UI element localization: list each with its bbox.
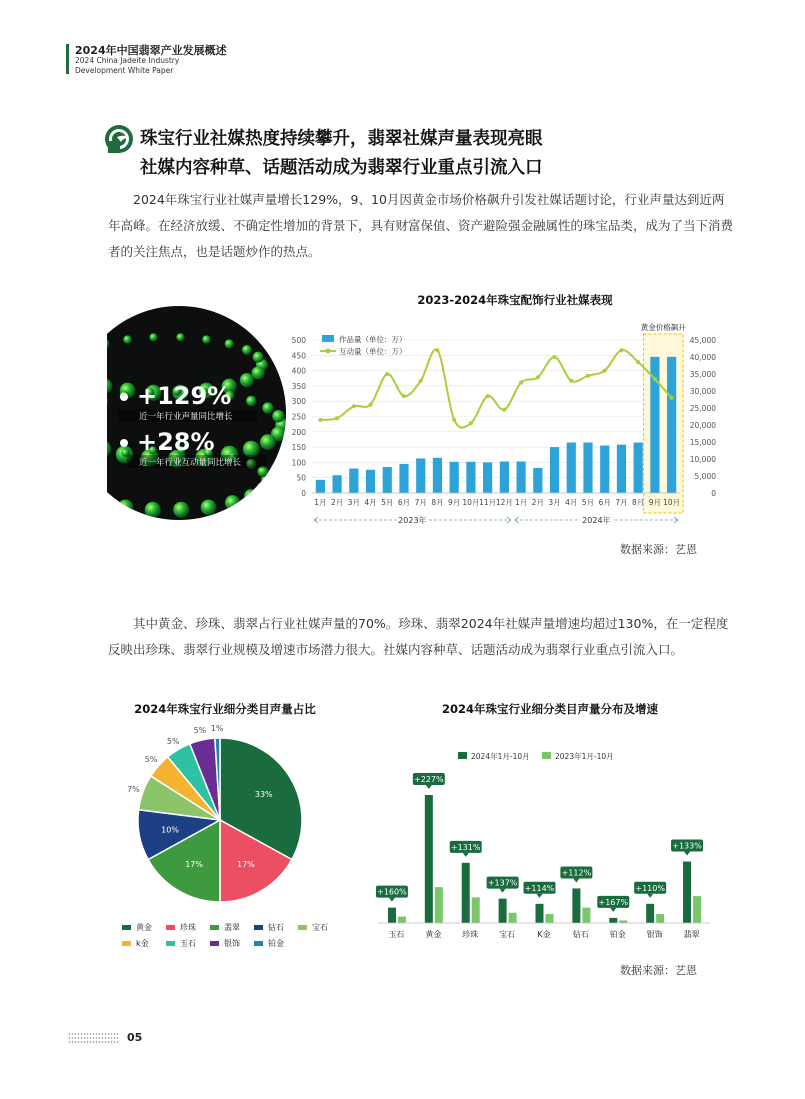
pie-legend-label: 黄金: [136, 923, 152, 932]
interaction-point: [469, 421, 473, 425]
pie-slice-label: 33%: [254, 790, 273, 800]
x-tick-label: 5月: [381, 498, 394, 507]
data-source-2: 数据来源：艺恩: [620, 964, 697, 977]
right-tick-label: 15,000: [689, 438, 716, 447]
pie-legend-label: 珍珠: [180, 923, 196, 932]
pie-slice-label: 5%: [193, 726, 207, 736]
bar-chart-title: 2024年珠宝行业细分类目声量分布及增速: [441, 702, 658, 716]
x-tick-label: 钻石: [572, 930, 589, 939]
jade-bead: [201, 499, 217, 515]
intro-paragraph: 2024年珠宝行业社媒声量增长129%，9、10月因黄金市场价格飙升引发社媒话题讨论，行业声量达到近两年高峰。在经济放缓、不确定性增加的背景下，具有财富保值、资产避险强金融属性的珠宝品类，成为了当下消费者的关注焦点，也是话题炒作的热点。: [108, 192, 734, 259]
growth-label: +110%: [635, 883, 665, 893]
x-tick-label: 翡翠: [683, 930, 700, 939]
growth-label: +131%: [450, 842, 481, 852]
legend-label-interactions: 互动量（单位：万）: [339, 347, 407, 356]
bar-2024: [536, 904, 544, 923]
footer-dot: [96, 1041, 98, 1043]
bar-2023: [546, 914, 554, 923]
highlight-box: [644, 334, 683, 513]
right-tick-label: 20,000: [689, 421, 716, 430]
footer-dot: [78, 1041, 80, 1043]
left-tick-label: 200: [291, 427, 306, 437]
footer-dot: [102, 1041, 104, 1043]
left-tick-label: 100: [291, 458, 306, 468]
footer-dot: [72, 1041, 74, 1043]
pie-legend-label: k金: [136, 939, 149, 948]
interaction-point: [536, 375, 540, 379]
right-tick-label: 25,000: [689, 404, 716, 413]
bar-2023: [472, 897, 480, 923]
pie-legend-item: [166, 922, 196, 933]
footer-dot: [96, 1037, 98, 1039]
interaction-point: [670, 396, 674, 400]
bar-2024: [572, 888, 580, 923]
footer-dot: [93, 1041, 95, 1043]
left-tick-label: 150: [291, 443, 306, 453]
footer-dot: [72, 1033, 74, 1035]
footer-dot: [90, 1033, 92, 1035]
growth-callout-pointer: [610, 908, 616, 912]
jade-bead: [202, 335, 210, 343]
jade-bead: [176, 333, 184, 341]
header-accent-bar: [66, 44, 69, 74]
year-arrow-right: [507, 517, 511, 523]
footer-dot: [96, 1033, 98, 1035]
right-tick-label: 35,000: [689, 370, 716, 379]
bar-2023: [582, 908, 590, 923]
data-source-1: 数据来源：艺恩: [620, 543, 697, 556]
section-title-line1: 珠宝行业社媒热度持续攀升，翡翠社媒声量表现亮眼: [140, 129, 543, 149]
bar-works-volume: [466, 462, 475, 493]
social-media-combo-chart: [280, 318, 720, 528]
x-tick-label: 10月: [462, 498, 480, 507]
footer-dot: [102, 1033, 104, 1035]
footer-dot: [105, 1037, 107, 1039]
x-tick-label: 9月: [648, 498, 662, 507]
left-tick-label: 500: [291, 336, 306, 345]
pie-legend-swatch: [298, 925, 307, 930]
x-tick-label: 7月: [414, 498, 427, 507]
interaction-point: [569, 379, 573, 383]
bar-works-volume: [634, 443, 643, 493]
footer-dot: [69, 1037, 71, 1039]
jade-bead: [244, 489, 258, 503]
section-logo-icon: [104, 124, 134, 154]
pie-legend-swatch: [166, 941, 175, 946]
footer-dot: [99, 1041, 101, 1043]
growth-callout-pointer: [389, 898, 395, 902]
footer-dot: [84, 1037, 86, 1039]
x-tick-label: 4月: [364, 498, 377, 507]
bar-2024: [462, 863, 470, 923]
interaction-point: [603, 369, 607, 373]
x-tick-label: 8月: [431, 498, 444, 507]
pie-legend-label: 钻石: [268, 923, 284, 932]
pie-legend-swatch: [166, 925, 175, 930]
x-tick-label: 珍珠: [462, 930, 479, 939]
growth-label: +112%: [561, 868, 592, 878]
bar-2024: [499, 899, 507, 923]
right-tick-label: 45,000: [689, 336, 716, 345]
growth-callout-pointer: [647, 894, 653, 898]
jade-bead: [246, 396, 256, 406]
bar-works-volume: [617, 445, 626, 493]
jade-bead: [242, 345, 252, 355]
jade-bead: [240, 373, 254, 387]
interaction-point: [419, 379, 423, 383]
bar-works-volume: [332, 475, 341, 493]
category-volume-bar-chart: [370, 740, 720, 950]
pie-legend-swatch: [122, 941, 131, 946]
stat2-value: +28%: [137, 428, 215, 456]
pie-slice-label: 7%: [127, 784, 140, 794]
legend-swatch-works: [322, 335, 334, 342]
pie-legend-item: [254, 922, 284, 933]
pie-legend-swatch: [122, 925, 131, 930]
bar-2023: [509, 913, 517, 923]
jade-bead: [225, 495, 240, 510]
interaction-point: [435, 348, 439, 352]
growth-label: +137%: [487, 878, 518, 888]
x-tick-label: 2月: [531, 498, 544, 507]
x-tick-label: 12月: [495, 498, 513, 507]
footer-dot: [72, 1037, 74, 1039]
interaction-point: [452, 418, 456, 422]
growth-label: +114%: [524, 883, 555, 893]
footer-dot: [93, 1033, 95, 1035]
interaction-point: [519, 381, 523, 385]
left-tick-label: 400: [291, 366, 306, 376]
bar-works-volume: [316, 480, 325, 493]
legend-label-2023: 2023年1月-10月: [555, 752, 614, 761]
interaction-point: [318, 418, 322, 422]
body-paragraph: 其中黄金、珍珠、翡翠占行业社媒声量的70%。珍珠、翡翠2024年社媒声量增速均超过130%，在一定程度反映出珍珠、翡翠行业规模及增速市场潜力很大。社媒内容种草、话题活动成为翡翠行业重点引流入口。: [108, 616, 729, 657]
footer-dot: [108, 1037, 110, 1039]
growth-callout-pointer: [463, 853, 469, 857]
x-tick-label: 8月: [632, 498, 645, 507]
x-tick-label: 6月: [397, 498, 411, 507]
x-tick-label: 3月: [347, 498, 360, 507]
year-label: 2023年: [398, 516, 427, 525]
section-title-line2: 社媒内容种草、话题活动成为翡翠行业重点引流入口: [140, 158, 543, 178]
footer-dot: [87, 1033, 89, 1035]
right-tick-label: 0: [711, 489, 716, 498]
footer-dot: [117, 1033, 119, 1035]
jade-bead: [123, 335, 131, 343]
x-tick-label: 玉石: [388, 930, 405, 939]
x-tick-label: 1月: [514, 498, 528, 507]
footer-dot: [78, 1037, 80, 1039]
pie-legend-swatch: [210, 941, 219, 946]
footer-dot: [81, 1033, 83, 1035]
footer-dot: [69, 1041, 71, 1043]
growth-label: +227%: [414, 775, 444, 784]
footer-dot: [75, 1033, 77, 1035]
jade-bead: [262, 402, 273, 413]
stat2-label: 近一年行业互动量同比增长: [139, 458, 242, 468]
jade-bead: [225, 339, 234, 348]
report-title: 2024年中国翡翠产业发展概述: [75, 44, 227, 57]
interaction-point: [486, 394, 490, 398]
x-tick-label: 1月: [314, 498, 327, 507]
bar-works-volume: [550, 447, 559, 493]
interaction-point: [335, 416, 339, 420]
x-tick-label: 9月: [448, 498, 461, 507]
bar-works-volume: [533, 468, 542, 493]
footer-dot: [108, 1033, 110, 1035]
pie-legend-item: [122, 922, 152, 933]
growth-callout-pointer: [573, 878, 579, 882]
x-tick-label: 3月: [548, 498, 561, 507]
footer-dot: [102, 1037, 104, 1039]
bar-works-volume: [416, 458, 425, 493]
pie-legend: [122, 922, 352, 956]
footer-dot: [90, 1041, 92, 1043]
jade-bead: [118, 499, 134, 515]
footer-dot: [99, 1037, 101, 1039]
stat1-value: +129%: [137, 382, 232, 410]
footer-dot: [75, 1037, 77, 1039]
growth-label: +167%: [598, 897, 629, 907]
left-tick-label: 350: [291, 381, 306, 391]
highlight-annotation: 黄金价格飙升: [640, 323, 686, 332]
footer-dot: [111, 1033, 113, 1035]
footer-dot: [117, 1037, 119, 1039]
year-label: 2024年: [582, 516, 611, 525]
footer-dot: [78, 1033, 80, 1035]
left-tick-label: 450: [291, 351, 306, 361]
report-subtitle-en-2: Development White Paper: [75, 66, 174, 75]
footer-dot: [87, 1037, 89, 1039]
legend-label-works: 作品量（单位：万）: [339, 335, 407, 344]
pie-slice-label: 5%: [166, 736, 180, 746]
pie-slice-label: 10%: [161, 825, 179, 835]
interaction-point: [619, 348, 623, 352]
pie-slice-label: 17%: [236, 859, 255, 869]
bar-2024: [646, 904, 654, 923]
growth-label: +133%: [672, 841, 702, 851]
right-tick-label: 5,000: [694, 472, 716, 481]
bar-works-volume: [433, 458, 442, 493]
x-tick-label: 黄金: [425, 930, 442, 939]
jade-bead: [149, 333, 157, 341]
pie-chart-title: 2024年珠宝行业细分类目声量占比: [134, 702, 316, 716]
interaction-point: [352, 404, 356, 408]
pie-legend-label: 翡翠: [224, 923, 240, 932]
growth-label: +160%: [377, 887, 407, 897]
bar-works-volume: [349, 469, 358, 493]
footer-dot: [90, 1037, 92, 1039]
jade-bead: [260, 434, 276, 450]
footer-dot: [99, 1033, 101, 1035]
footer-dot: [114, 1041, 116, 1043]
interaction-line: [320, 349, 671, 427]
x-tick-label: 2月: [330, 498, 344, 507]
pie-legend-label: 银饰: [224, 939, 240, 948]
footer-dots-decoration: [68, 1032, 120, 1044]
bar-2023: [435, 887, 443, 923]
footer-dot: [84, 1041, 86, 1043]
right-tick-label: 30,000: [689, 387, 716, 396]
jade-bead: [253, 352, 264, 363]
growth-callout-pointer: [684, 852, 690, 856]
interaction-point: [636, 360, 640, 364]
bar-works-volume: [516, 461, 525, 493]
jade-bead: [145, 502, 161, 518]
x-tick-label: 银饰: [646, 930, 663, 939]
growth-callout-pointer: [537, 894, 543, 898]
bar-works-volume: [500, 461, 509, 493]
bar-works-volume: [366, 470, 375, 493]
footer-dot: [87, 1041, 89, 1043]
pie-legend-item: [254, 938, 284, 949]
footer-dot: [84, 1033, 86, 1035]
bar-2023: [693, 896, 701, 923]
bar-works-volume: [483, 462, 492, 493]
x-tick-label: 铂金: [609, 930, 626, 939]
x-tick-label: 4月: [565, 498, 578, 507]
bar-works-volume: [383, 467, 392, 493]
jade-bead: [107, 495, 109, 510]
x-tick-label: 10月: [663, 498, 681, 507]
main-chart-title: 2023-2024年珠宝配饰行业社媒表现: [417, 293, 613, 307]
interaction-point: [385, 372, 389, 376]
pie-slice-label: 1%: [210, 724, 224, 734]
interaction-point: [502, 408, 506, 412]
interaction-point: [402, 394, 406, 398]
pie-legend-item: [122, 938, 149, 949]
x-tick-label: 6月: [598, 498, 611, 507]
legend-label-2024: 2024年1月-10月: [471, 752, 530, 761]
bar-2024: [388, 908, 396, 923]
left-tick-label: 50: [296, 473, 306, 483]
page-number: 05: [127, 1031, 143, 1044]
pie-legend-item: [210, 938, 240, 949]
left-tick-label: 250: [291, 412, 306, 422]
x-tick-label: 7月: [615, 498, 628, 507]
bar-works-volume: [667, 357, 676, 493]
interaction-point: [553, 355, 557, 359]
pie-legend-label: 宝石: [312, 923, 328, 932]
footer-dot: [93, 1037, 95, 1039]
footer-dot: [105, 1041, 107, 1043]
interaction-point: [369, 403, 373, 407]
growth-callout-pointer: [500, 889, 506, 893]
pie-slice-label: 5%: [144, 755, 158, 765]
pie-legend-swatch: [210, 925, 219, 930]
x-tick-label: 11月: [479, 498, 497, 507]
bar-works-volume: [399, 464, 408, 493]
pie-slice-label: 17%: [185, 859, 204, 869]
pie-legend-swatch: [254, 941, 263, 946]
footer-dot: [81, 1041, 83, 1043]
pie-legend-item: [298, 922, 328, 933]
x-tick-label: 宝石: [499, 930, 516, 939]
bar-works-volume: [600, 446, 609, 493]
footer-dot: [111, 1041, 113, 1043]
x-tick-label: K金: [537, 930, 551, 939]
pie-legend-item: [210, 922, 240, 933]
footer-dot: [111, 1037, 113, 1039]
right-tick-label: 10,000: [689, 455, 716, 464]
pie-legend-item: [166, 938, 196, 949]
footer-dot: [108, 1041, 110, 1043]
category-share-pie-chart: [125, 725, 315, 915]
legend-swatch-2024: [458, 752, 467, 759]
bar-works-volume: [583, 443, 592, 493]
pie-legend-label: 铂金: [268, 939, 284, 948]
bar-2023: [398, 917, 406, 923]
x-tick-label: 5月: [581, 498, 595, 507]
legend-swatch-2023: [542, 752, 551, 759]
jade-bead: [173, 502, 189, 518]
bar-2024: [425, 795, 433, 923]
pie-legend-label: 玉石: [180, 939, 196, 948]
bar-works-volume: [450, 462, 459, 493]
interaction-point: [653, 377, 657, 381]
growth-callout-pointer: [426, 785, 432, 789]
footer-dot: [114, 1037, 116, 1039]
footer-dot: [69, 1033, 71, 1035]
footer-dot: [114, 1033, 116, 1035]
jade-bead: [252, 366, 265, 379]
bar-works-volume: [567, 443, 576, 493]
footer-dot: [81, 1037, 83, 1039]
legend-marker-interactions: [326, 349, 331, 354]
left-tick-label: 300: [291, 397, 306, 407]
bar-2023: [656, 914, 664, 923]
left-tick-label: 0: [301, 489, 306, 498]
footer-dot: [117, 1041, 119, 1043]
right-tick-label: 40,000: [689, 353, 716, 362]
footer-dot: [105, 1033, 107, 1035]
jade-bead: [256, 482, 269, 495]
interaction-point: [586, 374, 590, 378]
footer-dot: [75, 1041, 77, 1043]
jade-bead: [243, 441, 260, 458]
report-subtitle-en-1: 2024 China Jadeite Industry: [75, 56, 180, 65]
bar-2024: [609, 918, 617, 923]
jade-bead-photo: [107, 305, 287, 525]
pie-legend-swatch: [254, 925, 263, 930]
bar-2024: [683, 862, 691, 923]
stat1-label: 近一年行业声量同比增长: [139, 412, 233, 422]
